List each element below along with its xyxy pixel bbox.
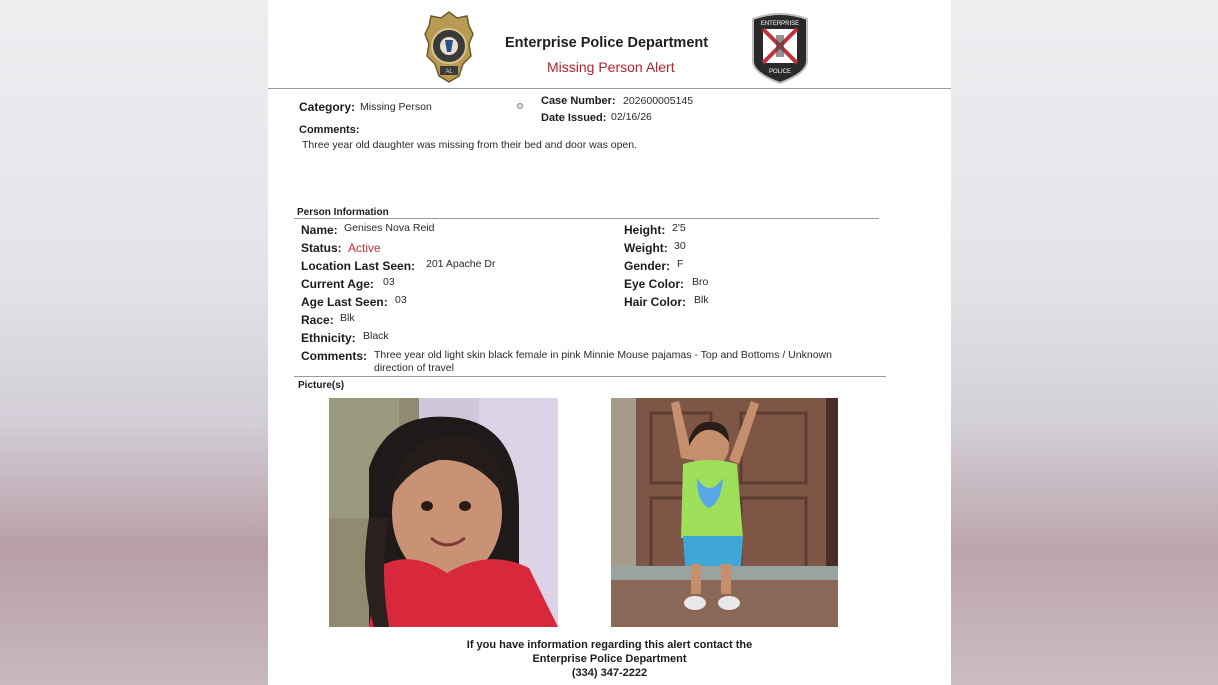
police-badge-logo [423,10,475,84]
field-label: Weight: [624,241,668,255]
field-value: 03 [395,294,407,306]
case-comments-value: Three year old daughter was missing from their bed and door was open. [302,139,638,151]
field-value: F [677,258,684,270]
field-label: Location Last Seen: [301,259,416,273]
background-right [950,0,1218,685]
svg-text:AL: AL [445,69,453,75]
date-issued-value: 02/16/26 [611,111,652,123]
field-label: Ethnicity: [301,331,356,345]
case-comments-label: Comments: [299,124,360,136]
date-issued-label: Date Issued: [541,112,607,124]
field-value: Genises Nova Reid [344,222,435,234]
field-label: Name: [301,223,338,237]
missing-person-photo-2 [611,398,838,627]
pictures-heading: Picture(s) [298,380,345,391]
field-value: 30 [674,240,686,252]
field-value: Black [363,330,389,342]
field-label: Eye Color: [624,277,685,291]
background-left [0,0,268,685]
field-label: Hair Color: [624,295,687,309]
svg-text:ENTERPRISE: ENTERPRISE [760,21,800,27]
person-info-heading: Person Information [297,207,389,218]
field-label: Current Age: [301,277,374,291]
person-comments-line1: Three year old light skin black female in pink Minnie Mouse pajamas - Top and Bottoms / Unknown [374,349,832,361]
police-patch-logo [749,11,811,84]
person-comments-line2: direction of travel [374,362,454,374]
field-label: Race: [301,313,334,327]
field-value: Blk [694,294,709,306]
footer-phone: (334) 347-2222 [571,667,648,679]
footer-department: Enterprise Police Department [532,653,687,665]
department-title: Enterprise Police Department [505,35,709,51]
field-value: Active [348,241,381,255]
field-label: Gender: [624,259,671,273]
category-value: Missing Person [360,101,432,113]
person-comments-label: Comments: [301,349,368,363]
field-value: 2'5 [672,222,686,234]
field-value: 03 [383,276,395,288]
svg-text:POLICE: POLICE [768,69,792,75]
header-divider [268,88,951,89]
field-label: Height: [624,223,666,237]
field-label: Status: [301,241,342,255]
bullet-dot [517,103,523,109]
missing-person-photo-1 [329,398,558,627]
category-label: Category: [299,100,356,114]
field-value: 201 Apache Dr [426,258,496,270]
person-info-divider [294,218,879,219]
pictures-divider [294,376,886,377]
case-number-label: Case Number: [541,95,616,107]
alert-document [268,0,951,685]
footer-contact-line: If you have information regarding this alert contact the [466,639,753,651]
field-value: Bro [692,276,709,288]
case-number-value: 202600005145 [623,95,694,107]
alert-title: Missing Person Alert [547,59,675,75]
field-label: Age Last Seen: [301,295,388,309]
field-value: Blk [340,312,355,324]
